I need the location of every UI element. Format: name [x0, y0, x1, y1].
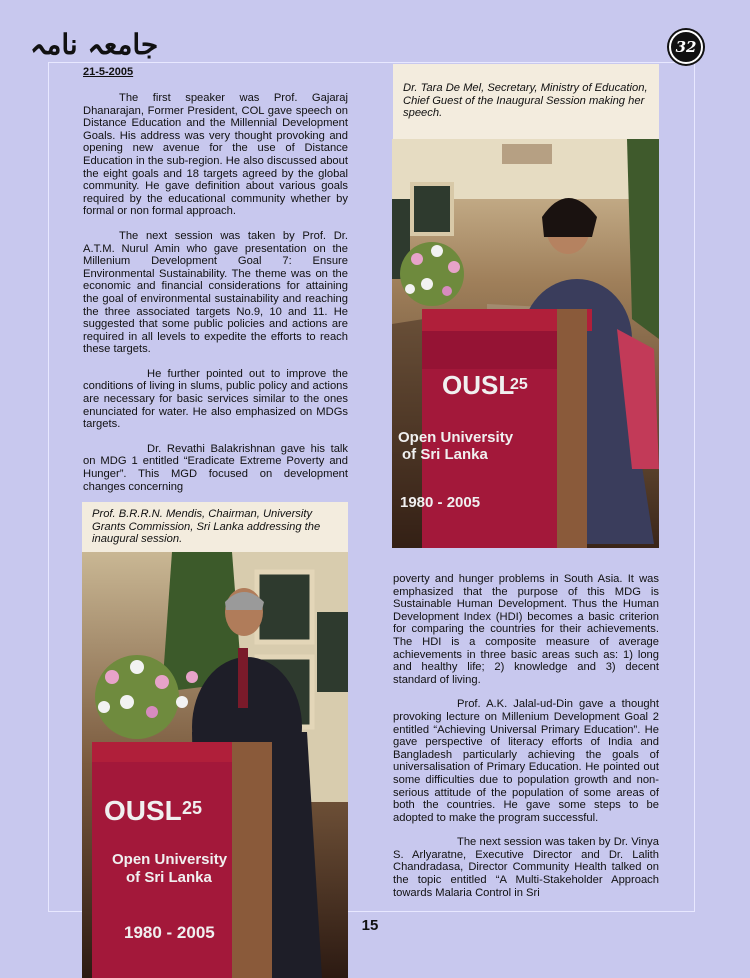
right-column — [393, 573, 659, 911]
banner-years: 1980 - 2005 — [124, 923, 215, 942]
banner-logo: OUSL — [104, 795, 182, 826]
banner-name-line1: Open University — [112, 851, 228, 868]
paragraph: He further pointed out to improve the conditions of living in slums, public policy and actions are necessary for basic services similar to the ones enunciated for water. He also emphasized on MDGs targets. — [83, 367, 348, 431]
banner-anniversary: 25 — [182, 798, 203, 818]
paragraph: poverty and hunger problems in South Asia. It was emphasized that the purpose of this MDG is Sustainable Human Development. Thus the Human Development Index (HDI) becomes a basic criterion for comparing the countries for their achievements. The HDI is a composite measure of average achievements in three basic areas such as: 1) long and healthy life; 2) knowledge and 3) decent standard of living. — [393, 573, 659, 686]
photo-illustration — [82, 552, 348, 978]
photo-caption-left: Prof. B.R.R.N. Mendis, Chairman, University Grants Commission, Sri Lanka addressing the inaugural session. — [82, 502, 348, 552]
banner-logo: OUSL — [442, 370, 515, 400]
article-date: 21-5-2005 — [83, 66, 134, 78]
paragraph: The next session was taken by Dr. Vinya S. Arlyaratne, Executive Director and Dr. Lalith Chandradasa, Director Community Health talked on the topic entitled “A Multi-Stakeholder Approach towards Malaria Control in Sri — [393, 836, 659, 899]
banner-name-line2: of Sri Lanka — [402, 446, 488, 463]
banner-name-line2: of Sri Lanka — [126, 869, 212, 886]
banner-years: 1980 - 2005 — [400, 494, 481, 511]
left-column — [83, 92, 348, 505]
photo-speaker-man — [82, 552, 348, 978]
photo-caption-right: Dr. Tara De Mel, Secretary, Ministry of Education, Chief Guest of the Inaugural Session making her speech. — [393, 64, 659, 140]
photo-illustration — [392, 139, 659, 548]
photo-speaker-woman — [392, 139, 659, 548]
paragraph: Dr. Revathi Balakrishnan gave his talk on MDG 1 entitled “Eradicate Extreme Poverty and Hunger”. This MGD focused on development changes concerning — [83, 442, 348, 493]
magazine-logo: جامعہ نامہ — [30, 28, 159, 61]
paragraph: The first speaker was Prof. Gajaraj Dhanarajan, Former President, COL gave speech on Distance Education and the Millennial Development Goals. His address was very thought provoking and opening new avenue for the use of Distance Education in the sub-region. He also discussed about the eight goals and 18 targets agreed by the global community. He gave definition about various goals required by the educational community whether by formal or non formal approach. — [83, 92, 348, 218]
paragraph: Prof. A.K. Jalal-ud-Din gave a thought provoking lecture on Millenium Development Goal 2 entitled “Achieving Universal Primary Education”. He gave perspective of literacy efforts of India and Bangladesh particularly achieving the goals of universalisation of Primary Education. He pointed out some difficulties due to population growth and non-serious attitude of the population of some areas of both the countries. He gave some steps to be adopted to make the program successful. — [393, 698, 659, 824]
page-number: 15 — [361, 917, 379, 934]
banner-anniversary: 25 — [510, 376, 528, 393]
banner-name-line1: Open University — [398, 429, 514, 446]
page-badge: 32 — [669, 30, 703, 64]
paragraph: The next session was taken by Prof. Dr. A.T.M. Nurul Amin who gave presentation on the Millenium Development Goal 7: Ensure Environmental Sustainability. The theme was on the economic and financial considerations for attaining the goal of environmental sustainability and reaching the three associated targets No.9, 10 and 11. He suggested that some public policies and actions are required in all levels to expedite the efforts to reach these targets. — [83, 229, 348, 356]
